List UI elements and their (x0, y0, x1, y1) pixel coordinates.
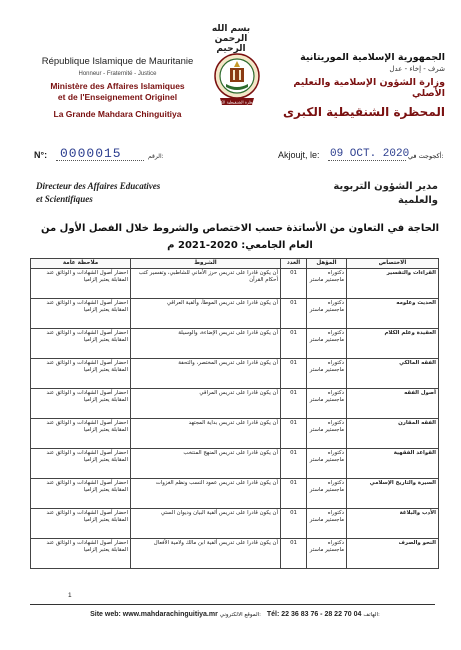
header-specialty: الاختصاص (347, 259, 439, 269)
cell-conditions: أن يكون قادرا على تدريس المختصر، والتحفة (131, 359, 281, 389)
cell-conditions: أن يكون قادرا على تدريس ألفية البيان وديوان الستي (131, 509, 281, 539)
motto-ar: شرف - إخاء - عدل (389, 65, 445, 73)
cell-count: 01 (281, 299, 307, 329)
footer-website-label-ar: الموقع الالكتروني: (219, 612, 262, 618)
cell-count: 01 (281, 539, 307, 569)
cell-notes: احضار أصول الشهادات و الوثائق عند المقابلة يعتبر إلزاميا (31, 539, 131, 569)
city-date-label: Akjoujt, le: (278, 150, 320, 160)
footer-phone-label-ar: الهاتف: (363, 612, 380, 618)
cell-degree: دكتوراه ماجستير ماستر (307, 329, 347, 359)
document-title (40, 220, 440, 254)
reference-number-stamp: 0000015 (60, 146, 122, 161)
mahdara-name-fr: La Grande Mahdara Chinguitiya (53, 109, 182, 119)
cell-conditions: أن يكون قادرا على تدريس حرز الأماني للشاطبي، وتفسير كتب أحكام القرآن (131, 269, 281, 299)
cell-count: 01 (281, 509, 307, 539)
directorate-fr (36, 180, 160, 206)
cell-count: 01 (281, 269, 307, 299)
cell-specialty: الفقه المقارن (347, 419, 439, 449)
cell-notes: احضار أصول الشهادات و الوثائق عند المقابلة يعتبر إلزاميا (31, 419, 131, 449)
page-number: 1 (68, 592, 72, 599)
cell-degree: دكتوراه ماجستير ماستر (307, 539, 347, 569)
cell-specialty: القواعد الفقهية (347, 449, 439, 479)
cell-notes: احضار أصول الشهادات و الوثائق عند المقابلة يعتبر إلزاميا (31, 389, 131, 419)
mahdara-logo-icon (212, 50, 262, 112)
table-row (31, 419, 439, 449)
table-row (31, 479, 439, 509)
document-title-line-2: العام الجامعي: 2020-2021 م (167, 240, 313, 251)
cell-degree: دكتوراه ماجستير ماستر (307, 419, 347, 449)
logo-caption: المحظرة الشنقيطية الكبرى (214, 99, 260, 105)
cell-conditions: أن يكون قادرا على تدريس المراقي (131, 389, 281, 419)
cell-count: 01 (281, 449, 307, 479)
cell-count: 01 (281, 329, 307, 359)
cell-count: 01 (281, 419, 307, 449)
cell-conditions: أن يكون قادرا على تدريس المنهج المنتخب (131, 449, 281, 479)
table-row (31, 449, 439, 479)
cell-specialty: السيرة والتاريخ الإسلامي (347, 479, 439, 509)
table-row (31, 389, 439, 419)
cell-notes: احضار أصول الشهادات و الوثائق عند المقابلة يعتبر إلزاميا (31, 269, 131, 299)
footer-website: Site web: www.mahdarachinguitiya.mr (90, 611, 218, 618)
republic-name-ar: الجمهورية الإسلامية الموريتانية (300, 52, 445, 63)
footer-divider (30, 604, 435, 605)
ministry-name-fr (20, 81, 215, 103)
date-stamp: 09 OCT. 2020 (330, 148, 410, 160)
cell-degree: دكتوراه ماجستير ماستر (307, 389, 347, 419)
cell-notes: احضار أصول الشهادات و الوثائق عند المقابلة يعتبر إلزاميا (31, 359, 131, 389)
cell-specialty: الأدب والبلاغة (347, 509, 439, 539)
header-conditions: الشروط (131, 259, 281, 269)
cell-specialty: أصول الفقه (347, 389, 439, 419)
document-title-line-1: الحاجة في التعاون من الأساتذة حسب الاختصاص والشروط خلال الفصل الأول من (40, 223, 440, 234)
mahdara-name-ar: المحظرة الشنقيطية الكبرى (283, 105, 445, 119)
cell-conditions: أن يكون قادرا على تدريس عمود النسب ونظم الغزوات (131, 479, 281, 509)
republic-name-fr: République Islamique de Mauritanie (41, 56, 194, 67)
footer-contact (70, 611, 400, 618)
reference-number-underline (56, 160, 144, 161)
table-header-row (31, 259, 439, 269)
cell-conditions: أن يكون قادرا على تدريس ألفية ابن مالك ولامية الأفعال (131, 539, 281, 569)
directorate-ar-line-1: مدير الشؤون التربوية (333, 181, 438, 192)
cell-count: 01 (281, 479, 307, 509)
reference-number-label: N°: (34, 150, 48, 160)
date-underline (328, 160, 406, 161)
table-row (31, 509, 439, 539)
table-row (31, 299, 439, 329)
table-row (31, 269, 439, 299)
cell-notes: احضار أصول الشهادات و الوثائق عند المقابلة يعتبر إلزاميا (31, 509, 131, 539)
ministry-line-2-fr: et de l'Enseignement Originel (57, 92, 178, 102)
teacher-needs-table (30, 258, 439, 569)
table-row (31, 329, 439, 359)
cell-notes: احضار أصول الشهادات و الوثائق عند المقابلة يعتبر إلزاميا (31, 329, 131, 359)
directorate-fr-line-2: et Scientifiques (36, 194, 93, 204)
table-row (31, 539, 439, 569)
directorate-fr-line-1: Directeur des Affaires Educatives (36, 181, 161, 191)
city-date-label-ar: أكجوجت في: (408, 152, 444, 160)
cell-specialty: القراءات والتفسير (347, 269, 439, 299)
motto-fr: Honneur - Fraternité - Justice (78, 71, 157, 77)
reference-number-label-ar: الرقم: (148, 153, 164, 160)
header-count: العدد (281, 259, 307, 269)
basmala-calligraphy: بسم الله الرحمن الرحيم (211, 24, 251, 54)
ministry-line-1-fr: Ministère des Affaires Islamiques (50, 81, 185, 91)
table-row (31, 359, 439, 389)
cell-degree: دكتوراه ماجستير ماستر (307, 509, 347, 539)
header-notes: ملاحظة عامة (31, 259, 131, 269)
cell-notes: احضار أصول الشهادات و الوثائق عند المقابلة يعتبر إلزاميا (31, 299, 131, 329)
ministry-name-ar: وزارة الشؤون الإسلامية والتعليم الأصلي (293, 77, 445, 99)
cell-specialty: النحو والصرف (347, 539, 439, 569)
cell-count: 01 (281, 359, 307, 389)
cell-degree: دكتوراه ماجستير ماستر (307, 359, 347, 389)
cell-degree: دكتوراه ماجستير ماستر (307, 449, 347, 479)
header-arabic (270, 52, 445, 119)
cell-specialty: العقيدة وعلم الكلام (347, 329, 439, 359)
directorate-ar-line-2: والعلمية (398, 195, 438, 206)
header-degree: المؤهل (307, 259, 347, 269)
cell-notes: احضار أصول الشهادات و الوثائق عند المقابلة يعتبر إلزاميا (31, 479, 131, 509)
cell-notes: احضار أصول الشهادات و الوثائق عند المقابلة يعتبر إلزاميا (31, 449, 131, 479)
cell-specialty: الحديث وعلومه (347, 299, 439, 329)
cell-specialty: الفقه المالكي (347, 359, 439, 389)
cell-conditions: أن يكون قادرا على تدريس بداية المجتهد (131, 419, 281, 449)
cell-degree: دكتوراه ماجستير ماستر (307, 299, 347, 329)
cell-count: 01 (281, 389, 307, 419)
directorate-ar (300, 180, 438, 208)
cell-conditions: أن يكون قادرا على تدريس الإضاءة، والوسيلة (131, 329, 281, 359)
footer-phone: Tél: 22 36 83 76 - 28 22 70 04 (266, 611, 362, 618)
header-french (20, 56, 215, 119)
cell-conditions: أن يكون قادرا على تدريس الموطأ، وألفية العراقي (131, 299, 281, 329)
cell-degree: دكتوراه ماجستير ماستر (307, 269, 347, 299)
cell-degree: دكتوراه ماجستير ماستر (307, 479, 347, 509)
